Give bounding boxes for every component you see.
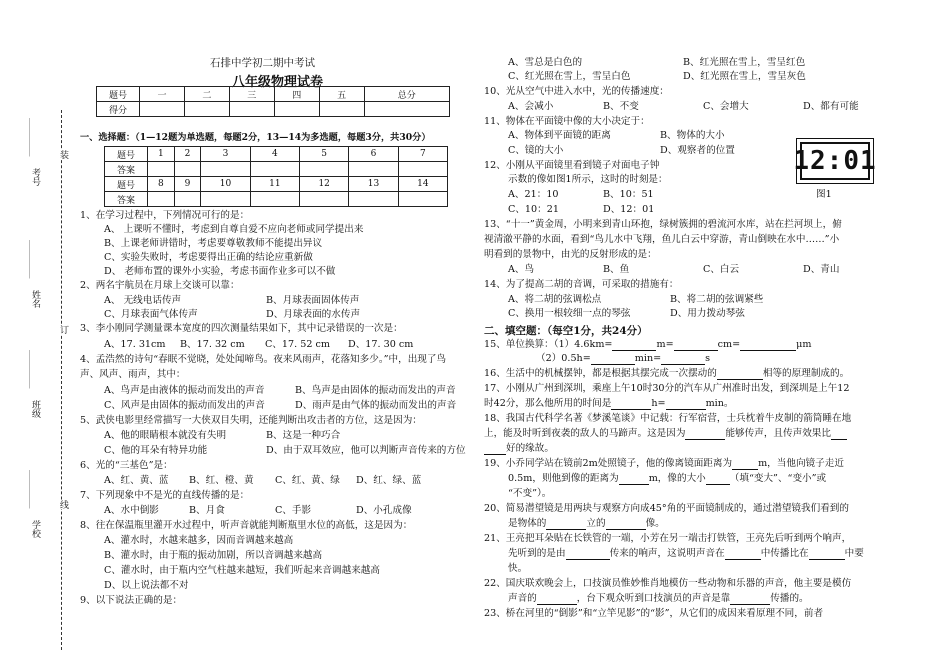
blank[interactable] — [661, 364, 705, 365]
question-line: 20、简易潜望镜是用两块与观察方向成45°角的平面镜制成的，通过潜望镜我们看到的 — [484, 503, 849, 514]
answer-input[interactable] — [300, 162, 349, 177]
school-exam-title: 石排中学初二期中考试 — [210, 57, 315, 69]
answer-input[interactable] — [250, 162, 299, 177]
page-title: 八年级物理试卷 — [232, 75, 324, 90]
option: C、镜的大小 — [508, 145, 564, 156]
q15-unit: μm — [796, 339, 812, 350]
option: B、将二胡的弦调紧些 — [670, 294, 764, 305]
question-line: 9、以下说法正确的是： — [80, 595, 183, 606]
blank[interactable] — [537, 604, 577, 605]
option: C、换用一根较细一点的琴弦 — [508, 308, 631, 319]
answer-input[interactable] — [201, 192, 250, 207]
option: C、10：21 — [508, 204, 559, 215]
blank[interactable] — [606, 529, 646, 530]
blank[interactable] — [666, 409, 706, 410]
grid-cell: 7 — [398, 147, 447, 162]
grid-cell: 13 — [349, 177, 398, 192]
question-line: 12、小刚从平面镜里看到镜子对面电子钟 — [484, 160, 660, 171]
option-line: C、灌水时，由于瓶内空气柱越来越短，我们听起来音调越来越高 — [104, 565, 380, 576]
name-field[interactable]: ___________ — [29, 240, 37, 279]
question-line: 7、下列现象中不是光的直线传播的是： — [80, 490, 250, 501]
option: D、17. 30 cm — [348, 339, 414, 350]
class-field[interactable]: ___________ — [29, 350, 37, 389]
question-line: 快。 — [508, 563, 528, 574]
option: C、17. 52 cm — [265, 339, 330, 350]
score-cell: 得分 — [97, 102, 140, 117]
q22-text: 声音的 — [508, 593, 537, 604]
question-line: 视清澈平静的水面，看到“鸟儿水中飞翔，鱼儿白云中穿游，青山倒映在水中……”小 — [484, 234, 840, 245]
question-line: 4、孟浩然的诗句“春眠不觉晓，处处闻啼鸟。夜来风雨声，花落知多少。”中，出现了鸟 — [80, 354, 447, 365]
q16-text: 16、生活中的机械摆钟，都是根据其摆完成一次摆动的 — [484, 368, 717, 379]
score-cell: 一 — [140, 87, 185, 102]
question-line — [508, 518, 665, 530]
blank[interactable] — [831, 439, 847, 440]
blank[interactable] — [725, 559, 761, 560]
blank[interactable] — [717, 379, 763, 380]
question-line: 明看到的景物中，由光的反射形成的是： — [484, 249, 657, 260]
question-line: “不变”）。 — [508, 488, 552, 499]
q20-text: 是物体的 — [508, 518, 547, 529]
school-label: 学校 — [30, 520, 40, 538]
question-line: 17、小刚从广州到深圳，乘座上午10时30分的汽车从广州准时出发，到深圳是上午12 — [484, 383, 850, 394]
option-line: B、上课老师讲错时，考虑要尊敬教师不能提出异议 — [104, 238, 323, 249]
section2-heading: 二、填空题：（每空1分，共24分） — [484, 325, 648, 337]
answer-input[interactable] — [398, 192, 447, 207]
figure-caption: 图1 — [816, 189, 832, 200]
option: A、17. 31cm — [104, 339, 166, 350]
option: A、鸟 — [508, 264, 535, 275]
q15-text: （2）0.5h= — [536, 353, 591, 364]
option: B、红光照在雪上，雪呈红色 — [683, 57, 806, 68]
question-line: 13、“十一”黄金周，小明来到青山环抱，绿树簇拥的碧流河水库，站在拦河坝上，俯 — [484, 219, 842, 230]
blank[interactable] — [732, 469, 758, 470]
option: D、用力拨动琴弦 — [670, 308, 745, 319]
option: D、红光照在雪上，雪呈灰色 — [683, 71, 806, 82]
question-line: 示数的像如图1所示，这时的时刻是： — [508, 174, 668, 185]
q22-text: ，台下观众听到口技演员的声音是靠 — [576, 593, 731, 604]
score-cell: 三 — [229, 87, 274, 102]
question-line: 1、在学习过程中，下列情况可行的是： — [80, 210, 250, 221]
option: D、小孔成像 — [356, 505, 412, 516]
grid-cell: 答案 — [105, 162, 148, 177]
blank[interactable] — [674, 350, 718, 351]
blank[interactable] — [546, 529, 586, 530]
question-line: 21、王亮把耳朵贴在长铁管的一端，小芳在另一端击打铁管，王亮先后听到两个响声， — [484, 533, 852, 544]
q20-text: 立的 — [586, 518, 606, 529]
grid-cell: 12 — [300, 177, 349, 192]
grid-cell: 题号 — [105, 177, 148, 192]
class-label: 班级 — [30, 400, 40, 418]
option: D、都有可能 — [803, 101, 859, 112]
option: B、不变 — [603, 101, 639, 112]
option: D、红、绿、蓝 — [356, 475, 422, 486]
answer-input[interactable] — [349, 162, 398, 177]
blank[interactable] — [809, 559, 845, 560]
q15-unit: cm= — [717, 339, 741, 350]
option: B、鸟声是由固体的振动而发出的声音 — [295, 385, 456, 396]
question-line — [484, 339, 811, 351]
option-line: D、以上说法都不对 — [104, 580, 189, 591]
q18-text: 好的缘故。 — [506, 443, 554, 454]
q17-text: h= — [651, 398, 666, 409]
option: A、 无线电话传声 — [104, 295, 182, 306]
option: B、17. 32 cm — [180, 339, 245, 350]
question-line: 22、国庆联欢晚会上，口技演员惟妙惟肖地模仿一些动物和乐器的声音，他主要是模仿 — [484, 578, 852, 589]
blank[interactable] — [740, 350, 796, 351]
school-field[interactable]: ___________ — [29, 470, 37, 509]
option: D、月球表面的水传声 — [266, 309, 361, 320]
q22-text: 传播的。 — [770, 593, 809, 604]
option: B、鱼 — [603, 264, 630, 275]
grid-cell: 题号 — [105, 147, 148, 162]
score-input[interactable] — [229, 102, 274, 117]
name-label: 姓名 — [30, 290, 40, 308]
q18-text: 能够传声，且传声效果比 — [725, 428, 831, 439]
grid-cell: 2 — [174, 147, 201, 162]
question-line: 11、物体在平面镜中像的大小决定于： — [484, 116, 650, 127]
answer-input[interactable] — [174, 162, 201, 177]
score-input[interactable] — [184, 102, 229, 117]
answer-input[interactable] — [148, 192, 175, 207]
grid-cell: 答案 — [105, 192, 148, 207]
option: D、12：01 — [603, 204, 655, 215]
score-input[interactable] — [274, 102, 319, 117]
option-line: B、灌水时，由于瓶的振动加剧，所以音调越来越高 — [104, 550, 323, 561]
q15-text: 15、单位换算：（1）4.6km= — [484, 339, 613, 350]
blank[interactable] — [706, 484, 730, 485]
question-line — [536, 353, 710, 365]
option: D、雨声是由气体的振动而发出的声音 — [295, 400, 457, 411]
option: A、物体到平面镜的距离 — [508, 130, 611, 141]
score-cell: 二 — [184, 87, 229, 102]
grid-cell: 4 — [250, 147, 299, 162]
question-line: 14、为了提高二胡的音调，可采取的措施有： — [484, 279, 679, 290]
option: A、鸟声是由液体的振动而发出的声音 — [104, 385, 265, 396]
q17-text: min。 — [705, 398, 734, 409]
q15-unit: m= — [656, 339, 674, 350]
q15-unit: s — [705, 353, 711, 364]
question-line: 10、光从空气中进入水中，光的传播速度： — [484, 86, 669, 97]
q19-text: 0.5m，则他到像的距离为 — [508, 473, 619, 484]
option: A、21：10 — [508, 189, 559, 200]
option: C、月球表面气体传声 — [104, 309, 198, 320]
question-line: 2、两名宇航员在月球上交谈可以靠： — [80, 280, 240, 291]
grid-cell: 3 — [201, 147, 250, 162]
grid-cell: 9 — [174, 177, 201, 192]
question-line — [484, 428, 847, 440]
answer-input[interactable] — [349, 192, 398, 207]
option-line: C、实验失败时，考虑要得出正确的结论应重新做 — [104, 252, 313, 263]
score-input[interactable] — [364, 102, 449, 117]
question-line: 声、风声、雨声，其中： — [80, 369, 186, 380]
exam-number-label: 考号 — [30, 168, 40, 186]
grid-cell: 1 — [148, 147, 175, 162]
score-cell: 四 — [274, 87, 319, 102]
option: A、他的眼睛根本就没有失明 — [104, 430, 227, 441]
option: C、白云 — [703, 264, 740, 275]
q20-text: 像。 — [645, 518, 665, 529]
blank[interactable] — [566, 559, 610, 560]
question-line: 23、桥在河里的“倒影”和“立竿见影”的“影”，从它们的成因来看原理不同，前者 — [484, 608, 824, 619]
option-line: A、灌水时，水越来越多，因而音调越来越高 — [104, 535, 294, 546]
q21-text: 传来的响声，这说明声音在 — [609, 548, 725, 559]
option: C、红光照在雪上，雪呈白色 — [508, 71, 631, 82]
option: B、物体的大小 — [660, 130, 725, 141]
option: C、会增大 — [703, 101, 749, 112]
question-line — [508, 473, 826, 485]
grid-cell: 5 — [300, 147, 349, 162]
answer-input[interactable] — [201, 162, 250, 177]
binding-mark-zhuang: 装 — [58, 150, 68, 159]
digital-clock-figure — [793, 138, 877, 184]
blank[interactable] — [484, 454, 506, 455]
q18-text: 上，能及时听到夜袭的敌人的马蹄声。这是因为 — [484, 428, 686, 439]
question-line: 6、光的“三基色”是： — [80, 460, 173, 471]
option: A、水中倒影 — [104, 505, 159, 516]
answer-input[interactable] — [174, 192, 201, 207]
grid-cell: 6 — [349, 147, 398, 162]
answer-input[interactable] — [398, 162, 447, 177]
q16-text: 相等的原理制成的。 — [762, 368, 850, 379]
q17-text: 时42分，那么他所用的时间是 — [484, 398, 612, 409]
question-line — [484, 368, 849, 380]
option: C、手影 — [275, 505, 312, 516]
q19-text: m，像的大小 — [648, 473, 706, 484]
score-cell: 总分 — [364, 87, 449, 102]
option: C、他的耳朵有特异功能 — [104, 445, 208, 456]
option: A、将二胡的弦调松点 — [508, 294, 602, 305]
option-line: D、 老师布置的课外小实验，考虑书面作业多可以不做 — [104, 266, 336, 277]
option: D、由于双耳效应，他可以判断声音传来的方位 — [266, 445, 466, 456]
binding-mark-xian: 线 — [58, 500, 68, 509]
score-table — [96, 86, 450, 117]
answer-input[interactable] — [148, 162, 175, 177]
clock-display: 12:01 — [800, 142, 870, 180]
grid-cell: 10 — [201, 177, 250, 192]
q19-text: 19、小乔同学站在镜前2m处照镜子，他的像离镜面距离为 — [484, 458, 733, 469]
option: B、这是一种巧合 — [266, 430, 341, 441]
q21-text: 先听到的是由 — [508, 548, 566, 559]
grid-cell: 11 — [250, 177, 299, 192]
q19-text: （填“变大”、“变小”或 — [729, 473, 827, 484]
question-line: 8、往在保温瓶里灌开水过程中，听声音就能判断瓶里水位的高低，这是因为： — [80, 520, 413, 531]
binding-line — [61, 110, 62, 650]
option: B、月食 — [189, 505, 225, 516]
option-line: A、 上课听不懂时，考虑到自尊自爱不应向老师或同学提出来 — [104, 224, 364, 235]
q15-unit: min= — [634, 353, 662, 364]
blank[interactable] — [611, 409, 651, 410]
option: D、青山 — [803, 264, 840, 275]
question-line — [484, 458, 844, 470]
blank[interactable] — [730, 604, 770, 605]
blank[interactable] — [591, 364, 635, 365]
grid-cell: 8 — [148, 177, 175, 192]
option: A、红、黄、蓝 — [104, 475, 169, 486]
grid-cell: 14 — [398, 177, 447, 192]
question-line — [508, 548, 864, 560]
question-line: 3、李小刚同学测量课本宽度的四次测量结果如下，其中记录错误的一次是： — [80, 323, 403, 334]
blank[interactable] — [619, 484, 649, 485]
question-line: 5、武侠电影里经常描写一大侠双目失明，还能判断出攻击者的方位，这是因为： — [80, 415, 422, 426]
option: B、10：51 — [603, 189, 654, 200]
score-input[interactable] — [319, 102, 364, 117]
blank[interactable] — [612, 350, 656, 351]
q21-text: 中传播比在 — [760, 548, 809, 559]
option: B、红、橙、黄 — [189, 475, 254, 486]
answer-input[interactable] — [300, 192, 349, 207]
section1-heading: 一、选择题：（1—12题为单选题，每题2分，13—14为多选题，每题3分，共30分） — [80, 132, 431, 143]
option: D、观察者的位置 — [660, 145, 735, 156]
option: C、红、黄、绿 — [275, 475, 340, 486]
option: C、风声是由固体的振动而发出的声音 — [104, 400, 265, 411]
option: B、月球表面固体传声 — [266, 295, 360, 306]
score-input[interactable] — [140, 102, 185, 117]
question-line — [508, 593, 809, 605]
question-line — [484, 398, 734, 410]
option: A、会减小 — [508, 101, 554, 112]
q21-text: 中要 — [844, 548, 864, 559]
score-cell: 五 — [319, 87, 364, 102]
blank[interactable] — [685, 439, 725, 440]
question-line: 18、我国古代科学名著《梦溪笔谈》中记载：行军宿营，士兵枕着牛皮制的箭筒睡在地 — [484, 413, 852, 424]
binding-mark-ding: 订 — [58, 325, 68, 334]
question-line — [484, 443, 554, 455]
exam-number-field[interactable]: ___________ — [29, 118, 37, 157]
answer-grid — [104, 146, 448, 207]
score-cell: 题号 — [97, 87, 140, 102]
answer-input[interactable] — [250, 192, 299, 207]
q19-text: m，当他向镜子走近 — [758, 458, 844, 469]
option: A、雪总是白色的 — [508, 57, 583, 68]
